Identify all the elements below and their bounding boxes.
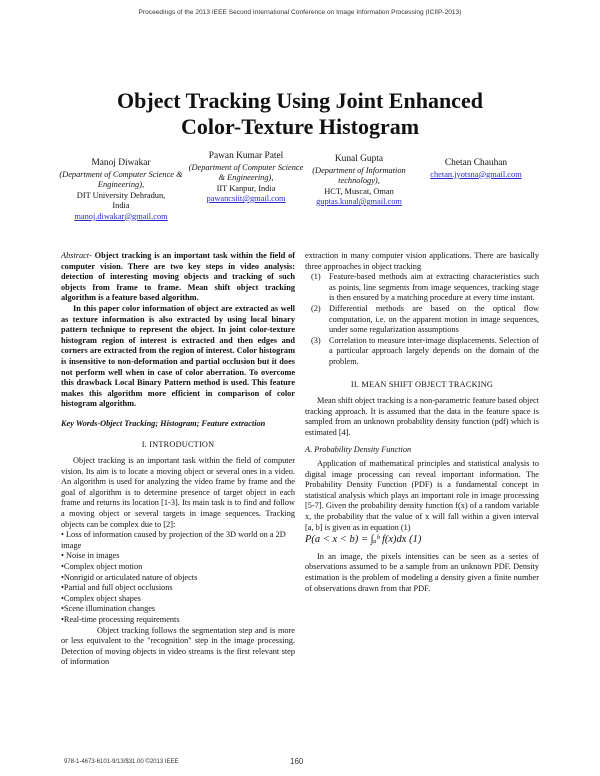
list-item: • Loss of information caused by projection of the 3D world on a 2D image — [61, 530, 286, 550]
subsection-heading-pdf: A. Probability Density Function — [305, 444, 412, 454]
author-dept: (Department of Information technology), — [312, 165, 406, 185]
title-line-2: Color-Texture Histogram — [180, 114, 420, 139]
author-name: Kunal Gupta — [334, 154, 384, 164]
mean-shift-paragraph: Mean shift object tracking is a non-parametric feature based object tracking approach. It is assumed that the data in the feature space is sampled from an unknown probability density function (pdf) which is estimated [4]. — [305, 396, 539, 437]
abstract-label: Abstract- — [61, 251, 92, 260]
intro-paragraph-2: Object tracking follows the segmentation step and is more or less equivalent to the "recognition" step in the image processing. Detection of moving objects in video streams is the first relevant step of information — [61, 625, 295, 667]
list-text: Differential methods are based on the optical flow computation, i.e. on the apparent motion in image sequences, under some regularization assumptions — [329, 303, 539, 335]
author-email[interactable]: pawancsiit@gmail.com — [206, 194, 286, 203]
approaches-intro: extraction in many computer vision applications. There are basically three approaches in object tracking — [305, 251, 539, 271]
author-email[interactable]: manoj.diwakar@gmail.com — [74, 211, 168, 221]
list-number: (3) — [311, 335, 321, 345]
list-item: • Noise in images — [61, 551, 120, 561]
author-name: Manoj Diwakar — [91, 158, 151, 168]
list-item: •Complex object shapes — [61, 593, 141, 603]
conference-header: Proceedings of the 2013 IEEE Second International Conference on Image Information Processing (ICIIP-2013) — [138, 9, 462, 16]
author-org: HCT, Muscat, Oman — [324, 186, 394, 196]
pdf-paragraph: Application of mathematical principles and statistical analysis to digital image processing can reveal important information. The Probability Density Function (PDF) is a fundamental concept in statistical analysis which plays an important role in image processing [5-7]. Given the probability density function f(x) of a random variable x, the probability that the value of x will fall within a given interval [a, b] is given as in equation (1) — [305, 459, 539, 532]
author-1 — [58, 158, 184, 222]
author-org: IIT Kanpur, India — [216, 183, 276, 193]
list-number: (2) — [311, 303, 321, 313]
list-text: Feature-based methods aim at extracting characteristics such as points, line segments from image sequences, tracking stage is then ensured by a matching procedure at every time instant. — [329, 272, 539, 303]
list-item: •Nonrigid or articulated nature of objects — [61, 572, 198, 582]
list-text: Correlation to measure inter-image displacements. Selection of a particular approach largely depends on the domain of the problem. — [329, 335, 539, 366]
author-3 — [301, 154, 417, 208]
intro-paragraph-1: Object tracking is an important task within the field of computer vision. Its aim is to locate a moving object or several ones in a video. An algorithm is used for analyzing the video frame by frame and the goal of algorithm is to determine presence of target object in each frame and returns its location [1-3]. Its main task is to find and follow a moving object or several targets in image sequences. Tracking objects can be complex due to [2]: — [61, 456, 295, 529]
author-4 — [418, 158, 534, 180]
list-item: •Complex object motion — [61, 562, 143, 572]
paper-title — [60, 88, 540, 140]
equation-1: P(a < x < b) = ∫ₐᵇ f(x)dx (1) — [305, 534, 422, 546]
author-email[interactable]: guptas.kunal@gmail.com — [316, 197, 402, 206]
copyright-footer: 978-1-4673-6101-9/13/$31.00 ©2013 IEEE — [64, 759, 179, 765]
abstract-paragraph-1 — [61, 251, 295, 304]
author-dept: (Department of Computer Science & Engineering), — [59, 169, 183, 189]
list-item — [305, 272, 539, 304]
abstract-text-1: Object tracking is an important task within the field of computer vision. There are two key steps in video analysis: detection of interesting moving objects and tracking of such objects from frame to frame. Mean shift object tracking algorithm is a feature based algorithm. — [61, 251, 295, 303]
list-item: •Scene illumination changes — [61, 604, 156, 614]
list-item: •Partial and full object occlusions — [61, 583, 173, 593]
abstract-paragraph-2: In this paper color information of object are extracted as well as texture information is also extracted by using local binary pattern technique to represent the object. In joint color-texture histogram region of interest is extracted and then edges and corners are extracted from the region of interest. Color histogram is insensitive to non-deformation and partial occlusion but it does not perform well when in case of color aberration. To overcome this drawback Local Binary Pattern method is used. This feature makes this algorithm more efficient in comparison of color histogram algorithm. — [61, 303, 295, 409]
list-number: (1) — [311, 272, 321, 282]
section-heading-introduction: I. INTRODUCTION — [141, 439, 215, 449]
list-item: •Real-time processing requirements — [61, 615, 180, 624]
author-dept: (Department of Computer Science & Engineering), — [188, 162, 304, 182]
section-heading-mean-shift: II. MEAN SHIFT OBJECT TRACKING — [350, 379, 494, 389]
page-number: 160 — [290, 757, 304, 766]
left-column — [61, 251, 295, 668]
title-line-1: Object Tracking Using Joint Enhanced — [117, 88, 483, 113]
author-2 — [188, 151, 304, 205]
author-place: India — [112, 201, 130, 210]
list-item — [305, 336, 539, 368]
author-name: Pawan Kumar Patel — [208, 151, 284, 161]
keywords: Key Words-Object Tracking; Histogram; Feature extraction — [61, 418, 266, 428]
density-paragraph: In an image, the pixels intensities can be seen as a series of observations assumed to be a sample from an unknown PDF. Density estimation is the problem of modeling a density given a finite number of observations drawn from that PDF. — [305, 551, 539, 593]
right-column — [305, 251, 539, 594]
bullet-list — [61, 530, 295, 625]
author-org: DIT University Dehradun, — [76, 190, 166, 200]
author-name: Chetan Chauhan — [444, 158, 508, 168]
list-item — [305, 304, 539, 336]
author-email[interactable]: chetan.jyotsna@gmail.com — [430, 169, 522, 179]
approaches-list — [305, 272, 539, 367]
